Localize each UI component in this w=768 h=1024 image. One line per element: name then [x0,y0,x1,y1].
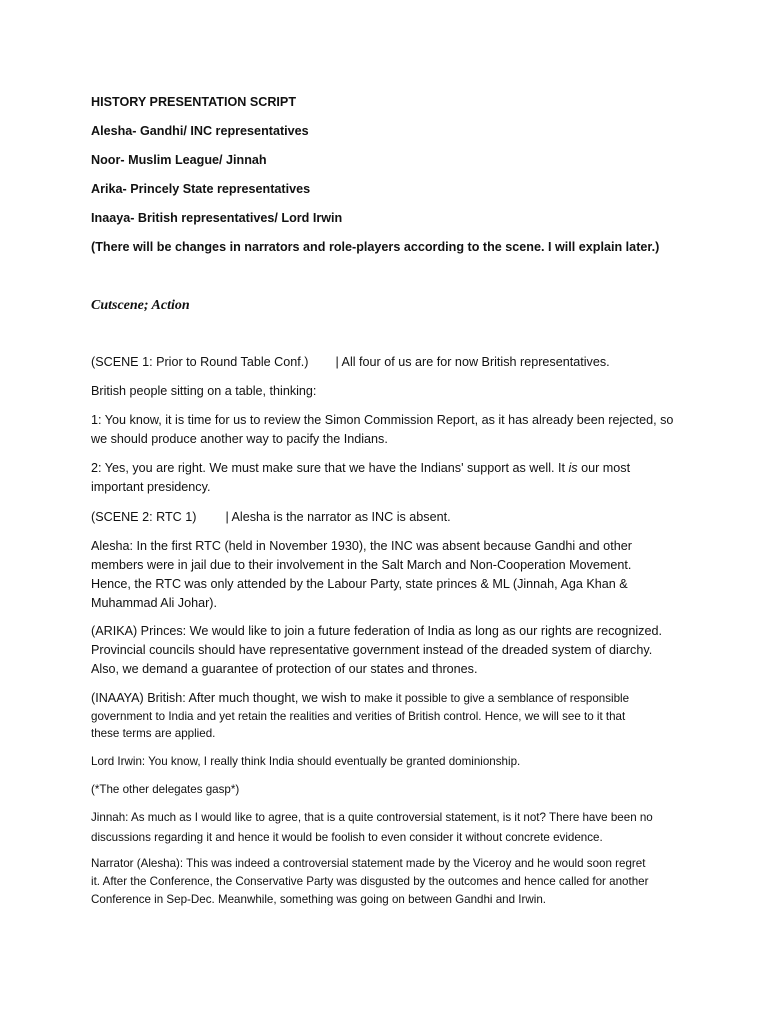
inaaya-british-rest: make it possible to give a semblance of responsible [364,692,630,705]
lord-irwin-1: Lord Irwin: You know, I really think India should eventually be granted dominionship. [91,755,521,768]
arika-princes-line: Also, we demand a guarantee of protection of our states and thrones. [91,662,478,676]
dialogue-2-before: 2: Yes, you are right. We must make sure that we have the Indians' support as well. It [91,461,569,475]
inaaya-british-line: government to India and yet retain the realities and verities of British control. Hence, we will see to it that [91,710,626,723]
alesha-narration-line: members were in jail due to their involvement in the Salt March and Non-Cooperation Movement. [91,558,632,572]
scene1-label: (SCENE 1: Prior to Round Table Conf.) [91,355,309,369]
role-arika: Arika- Princely State representatives [91,182,311,196]
stage-direction-gasp: (*The other delegates gasp*) [91,783,240,796]
scene2-note: | Alesha is the narrator as INC is absent. [225,510,451,524]
role-noor: Noor- Muslim League/ Jinnah [91,153,267,167]
arika-princes-line: (ARIKA) Princes: We would like to join a future federation of India as long as our rights are recognized. [91,624,662,638]
inaaya-british-line [91,689,691,708]
narrator-alesha-line: Conference in Sep-Dec. Meanwhile, something was going on between Gandhi and Irwin. [91,893,546,906]
dialogue-2-after: our most [577,461,631,475]
dialogue-1-line: we should produce another way to pacify the Indians. [91,432,388,446]
dialogue-2 [91,459,691,497]
alesha-narration-line: Hence, the RTC was only attended by the Labour Party, state princes & ML (Jinnah, Aga Khan & [91,577,628,591]
inaaya-british-1 [91,689,691,742]
jinnah-1 [91,809,691,847]
alesha-narration-1 [91,537,691,613]
cutscene-heading: Cutscene; Action [91,298,190,313]
jinnah-line: discussions regarding it and hence it would be foolish to even consider it without concrete evidence. [91,831,603,844]
arika-princes-line: Provincial councils should have representative government instead of the dreaded system of diarchy. [91,643,653,657]
alesha-narration-line: Muhammad Ali Johar). [91,596,217,610]
alesha-narration-line: Alesha: In the first RTC (held in November 1930), the INC was absent because Gandhi and other [91,539,632,553]
narrator-alesha-1 [91,855,691,909]
scene1-note: | All four of us are for now British representatives. [335,355,610,369]
arika-princes-1 [91,622,691,679]
document-title: HISTORY PRESENTATION SCRIPT [91,95,297,109]
role-inaaya: Inaaya- British representatives/ Lord Irwin [91,211,343,225]
stage-direction-sitting: British people sitting on a table, thinking: [91,384,317,398]
dialogue-2-line: important presidency. [91,480,211,494]
dialogue-2-emphasis: is [568,461,578,475]
narrator-alesha-line: it. After the Conference, the Conservative Party was disgusted by the outcomes and hence called for another [91,875,649,888]
scene2-header [91,508,691,527]
dialogue-1-line: 1: You know, it is time for us to review the Simon Commission Report, as it has already been rejected, so [91,413,674,427]
dialogue-2-line [91,459,691,478]
narrator-alesha-line: Narrator (Alesha): This was indeed a controversial statement made by the Viceroy and he would soon regret [91,857,646,870]
roles-note: (There will be changes in narrators and role-players according to the scene. I will explain later.) [91,240,660,254]
dialogue-1 [91,411,691,449]
scene2-label: (SCENE 2: RTC 1) [91,510,197,524]
scene1-header [91,353,691,372]
inaaya-british-line: these terms are applied. [91,727,216,740]
role-alesha: Alesha- Gandhi/ INC representatives [91,124,309,138]
inaaya-british-lead: (INAAYA) British: After much thought, we wish to [91,691,365,705]
jinnah-line: Jinnah: As much as I would like to agree, that is a quite controversial statement, is it not? There have been no [91,811,653,824]
